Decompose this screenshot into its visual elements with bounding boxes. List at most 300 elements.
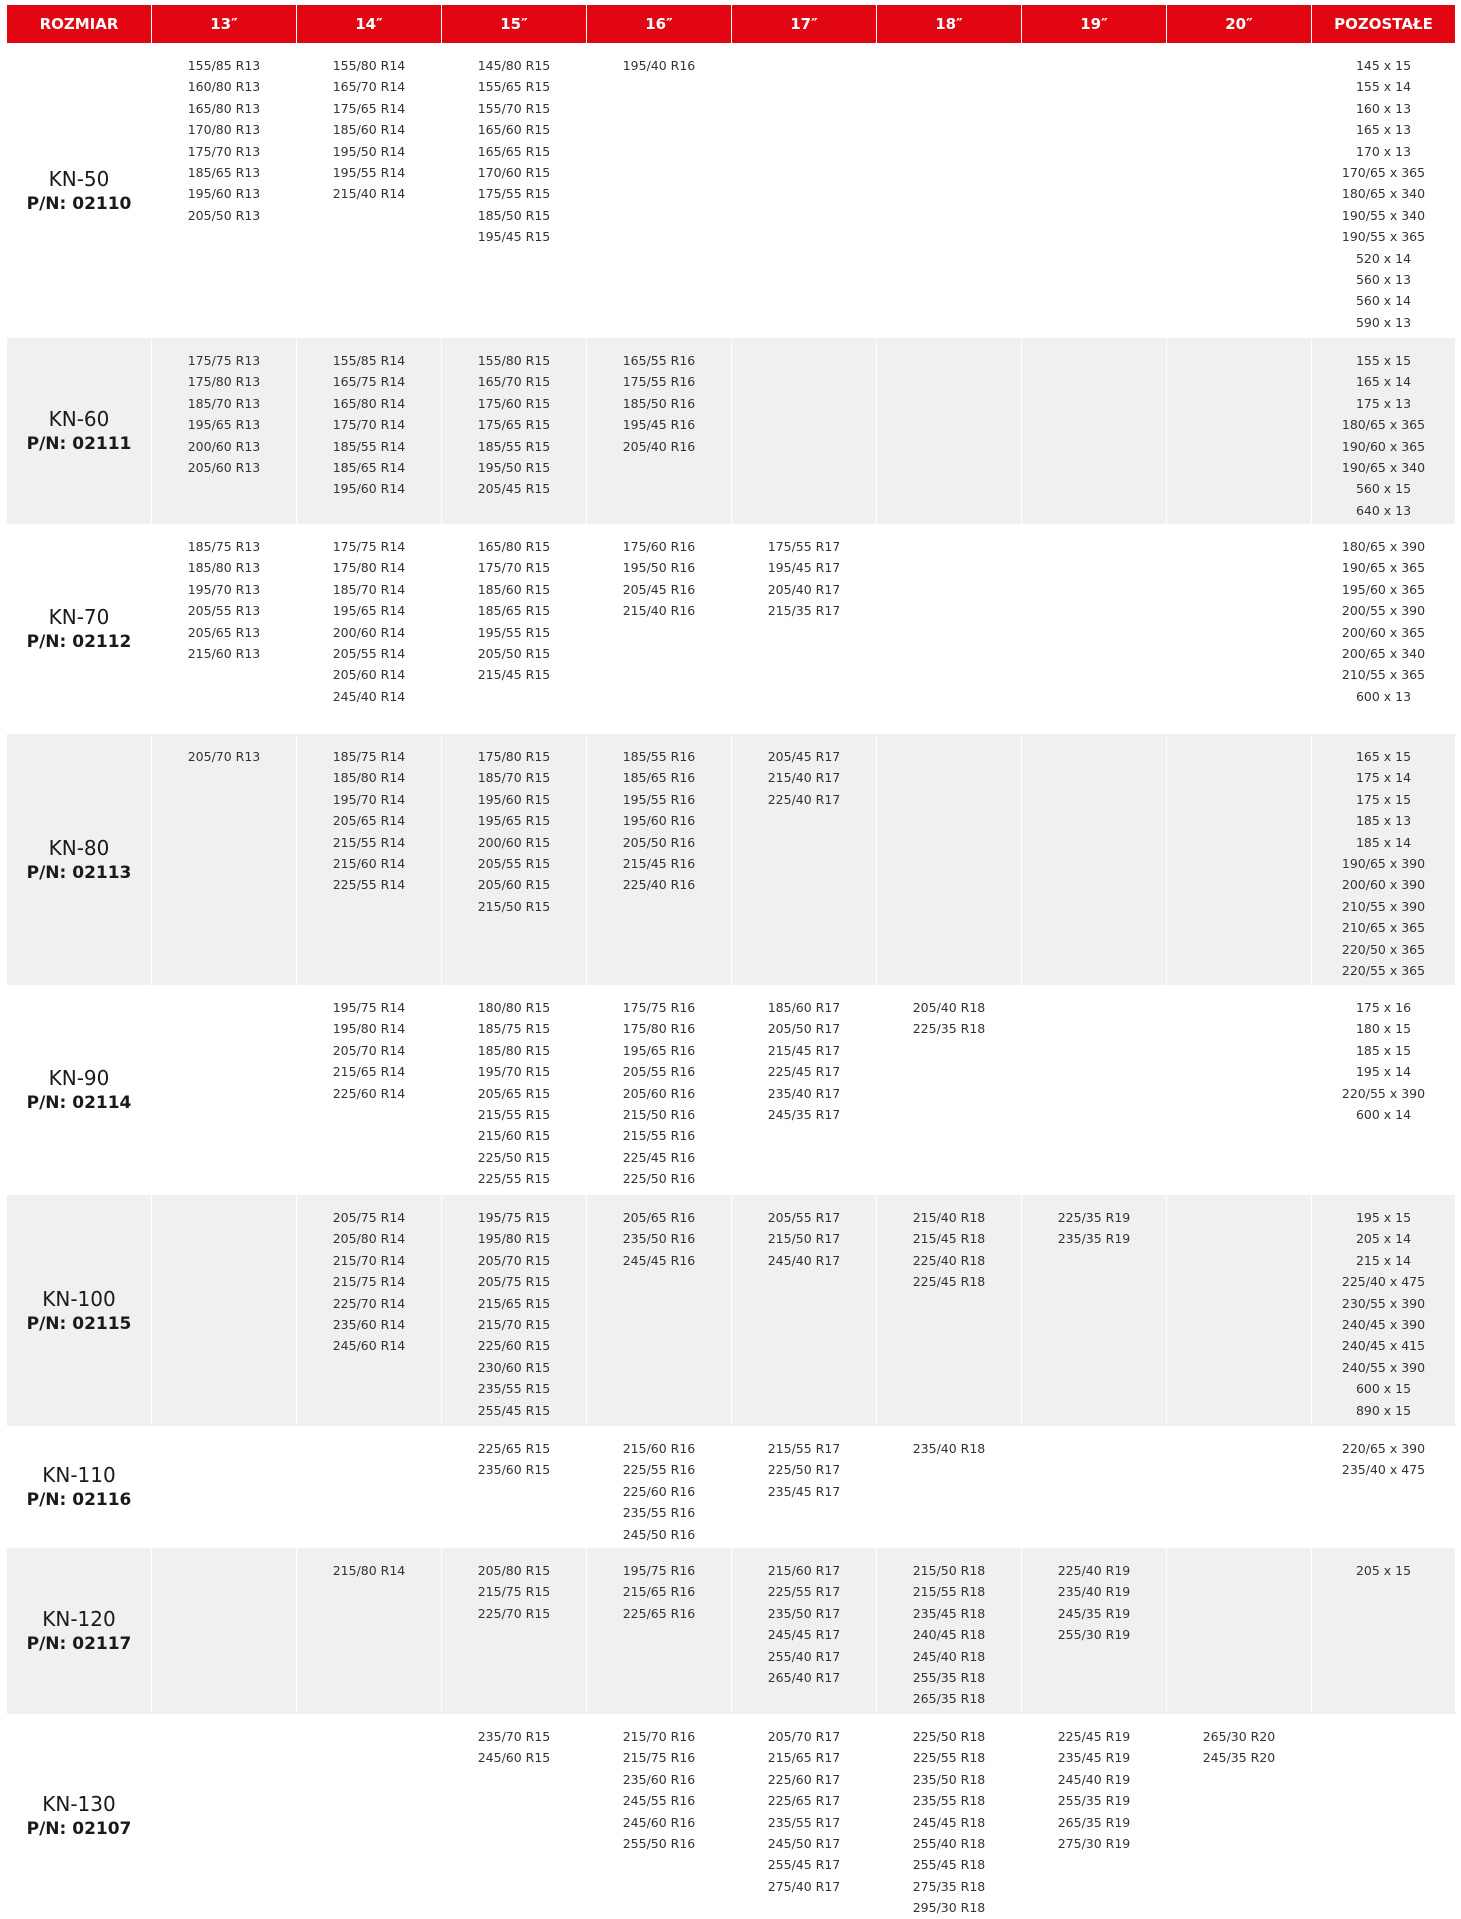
tire-size: 205 x 14 (1355, 1231, 1412, 1247)
size-cell-other (1311, 985, 1455, 1195)
tire-size: 235/45 R18 (912, 1605, 986, 1621)
tire-size: 255/45 R15 (477, 1402, 551, 1418)
part-number-label: P/N: (26, 193, 73, 214)
part-number-label: P/N: (26, 632, 73, 653)
tire-size: 245/50 R16 (622, 1526, 696, 1542)
tire-size: 205/55 R14 (332, 646, 406, 662)
tire-size: 225/50 R17 (767, 1462, 841, 1478)
tire-size: 205/75 R15 (477, 1274, 551, 1290)
tire-size: 185/65 R16 (622, 770, 696, 786)
part-number-value: 02107 (72, 1819, 132, 1840)
tire-size: 225/40 R18 (912, 1252, 986, 1268)
tire-size: 200/60 R13 (187, 438, 261, 454)
size-cell-14 (296, 43, 441, 338)
tire-size: 215/55 R17 (767, 1441, 841, 1456)
model-name: KN-60 (48, 407, 110, 432)
tire-size: 240/55 x 390 (1341, 1359, 1426, 1375)
size-cell-13 (151, 1714, 296, 1919)
tire-size: 175/55 R17 (767, 539, 841, 554)
table-row (7, 1714, 1455, 1919)
part-number-value: 02117 (72, 1634, 132, 1655)
tire-size: 520 x 14 (1355, 250, 1412, 266)
tire-size: 225/45 R19 (1057, 1729, 1131, 1744)
tire-size: 190/65 x 340 (1341, 460, 1426, 476)
tire-size: 180/65 x 365 (1341, 417, 1426, 433)
tire-size: 245/60 R15 (477, 1750, 551, 1766)
model-name: KN-110 (42, 1463, 116, 1488)
tire-size: 235/40 R19 (1057, 1584, 1131, 1600)
tire-size: 165/65 R15 (477, 143, 551, 159)
size-cell-13 (151, 524, 296, 734)
tire-size: 185/55 R16 (622, 749, 696, 764)
tire-size: 155/65 R15 (477, 79, 551, 95)
tire-size: 185/80 R15 (477, 1042, 551, 1058)
tire-size: 225/60 R16 (622, 1483, 696, 1499)
tire-size: 175/80 R16 (622, 1021, 696, 1037)
tire-size: 225/35 R19 (1057, 1210, 1131, 1225)
tire-size: 240/45 x 415 (1341, 1338, 1426, 1354)
size-cell-19 (1021, 1548, 1166, 1714)
size-cell-13 (151, 1195, 296, 1426)
part-number (7, 1489, 151, 1513)
tire-size: 185/65 R13 (187, 165, 261, 181)
tire-size: 225/40 R17 (767, 791, 841, 807)
tire-size: 205/70 R13 (187, 749, 261, 764)
table-row (7, 985, 1455, 1195)
tire-size: 160 x 13 (1355, 100, 1412, 116)
tire-size: 145 x 15 (1355, 58, 1412, 73)
model-cell (7, 1195, 151, 1426)
tire-size: 205/80 R15 (477, 1563, 551, 1578)
tire-size: 180 x 15 (1355, 1021, 1412, 1037)
tire-size: 205/45 R17 (767, 749, 841, 764)
table-body (7, 43, 1455, 1919)
tire-size: 185/65 R14 (332, 460, 406, 476)
header-19: 19″ (1021, 5, 1166, 43)
tire-size: 235/55 R18 (912, 1793, 986, 1809)
tire-size: 215/60 R16 (622, 1441, 696, 1456)
tire-size: 190/60 x 365 (1341, 438, 1426, 454)
table-row (7, 1426, 1455, 1548)
table-row (7, 1195, 1455, 1426)
tire-size: 155/85 R14 (332, 353, 406, 368)
tire-size: 175/65 R15 (477, 417, 551, 433)
tire-size: 235/60 R14 (332, 1317, 406, 1333)
tire-size: 205/55 R17 (767, 1210, 841, 1225)
model-cell (7, 338, 151, 524)
tire-size: 245/35 R17 (767, 1107, 841, 1123)
tire-size: 215/45 R17 (767, 1042, 841, 1058)
tire-size: 165/80 R13 (187, 100, 261, 116)
size-cell-15 (441, 985, 586, 1195)
tire-size: 175/75 R13 (187, 353, 261, 368)
tire-size: 215/65 R15 (477, 1295, 551, 1311)
size-cell-15 (441, 524, 586, 734)
model-cell (7, 524, 151, 734)
model-cell (7, 734, 151, 985)
tire-size: 245/45 R16 (622, 1252, 696, 1268)
size-cell-17 (731, 43, 876, 338)
size-cell-13 (151, 1426, 296, 1548)
size-cell-other (1311, 1714, 1455, 1919)
tire-size: 205/40 R18 (912, 1000, 986, 1015)
tire-size: 195/65 R15 (477, 813, 551, 829)
size-cell-other (1311, 43, 1455, 338)
tire-size: 195/55 R14 (332, 165, 406, 181)
size-cell-16 (586, 1714, 731, 1919)
tire-size: 215/50 R18 (912, 1563, 986, 1578)
tire-size: 235/50 R16 (622, 1231, 696, 1247)
tire-size: 255/35 R18 (912, 1670, 986, 1686)
tire-size: 220/65 x 390 (1341, 1441, 1426, 1456)
tire-size: 175/75 R14 (332, 539, 406, 554)
tire-size: 195/75 R16 (622, 1563, 696, 1578)
tire-size: 215/65 R16 (622, 1584, 696, 1600)
tire-size: 205/60 R14 (332, 667, 406, 683)
tire-size: 205/65 R13 (187, 624, 261, 640)
size-cell-20 (1166, 1426, 1311, 1548)
tire-size: 235/40 R17 (767, 1085, 841, 1101)
tire-size: 155/80 R14 (332, 58, 406, 73)
table-row (7, 734, 1455, 985)
size-cell-14 (296, 524, 441, 734)
tire-size: 195/50 R14 (332, 143, 406, 159)
tire-size: 205/55 R13 (187, 603, 261, 619)
tire-size: 215/40 R18 (912, 1210, 986, 1225)
size-cell-17 (731, 1195, 876, 1426)
tire-size: 235/55 R15 (477, 1381, 551, 1397)
tire-size: 205 x 15 (1355, 1563, 1412, 1578)
size-cell-16 (586, 524, 731, 734)
tire-size: 185 x 13 (1355, 813, 1412, 829)
header-17: 17″ (731, 5, 876, 43)
size-cell-13 (151, 1548, 296, 1714)
model-name: KN-70 (48, 605, 110, 630)
tire-size: 255/40 R17 (767, 1648, 841, 1664)
size-cell-17 (731, 1548, 876, 1714)
size-cell-14 (296, 1426, 441, 1548)
tire-size: 255/50 R16 (622, 1836, 696, 1852)
tire-size: 240/45 x 390 (1341, 1317, 1426, 1333)
tire-size: 165/55 R16 (622, 353, 696, 368)
size-cell-18 (876, 1426, 1021, 1548)
part-number-value: 02114 (72, 1093, 132, 1114)
tire-size: 195/80 R15 (477, 1231, 551, 1247)
part-number (7, 1313, 151, 1337)
size-cell-other (1311, 734, 1455, 985)
tire-size: 235/60 R16 (622, 1771, 696, 1787)
size-cell-19 (1021, 524, 1166, 734)
tire-size: 175 x 16 (1355, 1000, 1412, 1015)
tire-size: 225/50 R16 (622, 1171, 696, 1187)
part-number-label: P/N: (26, 1490, 73, 1511)
size-cell-20 (1166, 1548, 1311, 1714)
tire-size: 165/60 R15 (477, 122, 551, 138)
model-name: KN-130 (42, 1792, 116, 1817)
table-row (7, 338, 1455, 524)
tire-size: 235/50 R17 (767, 1605, 841, 1621)
part-number (7, 193, 151, 217)
tire-size: 265/30 R20 (1202, 1729, 1276, 1744)
tire-size: 200/60 R15 (477, 834, 551, 850)
tire-size: 185/60 R17 (767, 1000, 841, 1015)
model-name: KN-80 (48, 835, 110, 860)
size-cell-15 (441, 43, 586, 338)
part-number-label: P/N: (26, 1313, 73, 1334)
part-number (7, 1092, 151, 1116)
tire-size: 215/45 R18 (912, 1231, 986, 1247)
size-cell-14 (296, 1714, 441, 1919)
header-row (7, 5, 1455, 43)
tire-size: 255/35 R19 (1057, 1793, 1131, 1809)
tire-size: 175/60 R16 (622, 539, 696, 554)
tire-size: 235/60 R15 (477, 1462, 551, 1478)
tire-size: 175/60 R15 (477, 395, 551, 411)
size-cell-17 (731, 1426, 876, 1548)
part-number-label: P/N: (26, 1093, 73, 1114)
size-cell-15 (441, 1714, 586, 1919)
tire-size: 205/65 R14 (332, 813, 406, 829)
header-18: 18″ (876, 5, 1021, 43)
tire-size: 185 x 15 (1355, 1042, 1412, 1058)
tire-size: 265/35 R19 (1057, 1814, 1131, 1830)
model-name: KN-90 (48, 1066, 110, 1091)
tire-size: 190/55 x 340 (1341, 207, 1426, 223)
tire-size: 195 x 15 (1355, 1210, 1412, 1225)
tire-size: 225/50 R15 (477, 1149, 551, 1165)
tire-size: 210/55 x 390 (1341, 898, 1426, 914)
tire-size: 170/80 R13 (187, 122, 261, 138)
tire-size: 220/55 x 365 (1341, 963, 1426, 979)
tire-size: 175 x 15 (1355, 791, 1412, 807)
model-cell (7, 1548, 151, 1714)
tire-size: 295/30 R18 (912, 1900, 986, 1916)
size-cell-19 (1021, 1195, 1166, 1426)
tire-size: 225/45 R18 (912, 1274, 986, 1290)
tire-size: 175/80 R15 (477, 749, 551, 764)
tire-size: 225/35 R18 (912, 1021, 986, 1037)
size-cell-18 (876, 1195, 1021, 1426)
tire-size: 175/75 R16 (622, 1000, 696, 1015)
size-cell-20 (1166, 524, 1311, 734)
size-cell-19 (1021, 985, 1166, 1195)
tire-size: 185/75 R13 (187, 539, 261, 554)
tire-size: 215/60 R14 (332, 856, 406, 872)
size-cell-18 (876, 524, 1021, 734)
table-row (7, 524, 1455, 734)
table-row (7, 43, 1455, 338)
tire-size: 195/50 R15 (477, 460, 551, 476)
size-cell-18 (876, 338, 1021, 524)
tire-size: 195/70 R15 (477, 1064, 551, 1080)
tire-size: 225/60 R14 (332, 1085, 406, 1101)
size-cell-16 (586, 338, 731, 524)
tire-size: 145/80 R15 (477, 58, 551, 73)
size-cell-19 (1021, 1714, 1166, 1919)
size-cell-19 (1021, 734, 1166, 985)
sizes-table-wrapper (7, 5, 1455, 1919)
tire-size: 180/65 x 390 (1341, 539, 1426, 554)
size-cell-14 (296, 1548, 441, 1714)
tire-size: 245/40 R17 (767, 1252, 841, 1268)
tire-size: 170/60 R15 (477, 165, 551, 181)
tire-size: 225/65 R15 (477, 1441, 551, 1456)
size-cell-13 (151, 338, 296, 524)
tire-size: 195/75 R14 (332, 1000, 406, 1015)
tire-size: 255/45 R17 (767, 1857, 841, 1873)
tire-size: 215/60 R15 (477, 1128, 551, 1144)
tire-size: 155/70 R15 (477, 100, 551, 116)
part-number (7, 631, 151, 655)
part-number (7, 1818, 151, 1842)
tire-size: 225/65 R16 (622, 1605, 696, 1621)
header-13: 13″ (151, 5, 296, 43)
tire-size: 165 x 13 (1355, 122, 1412, 138)
tire-size: 225/45 R17 (767, 1064, 841, 1080)
tire-size: 275/35 R18 (912, 1878, 986, 1894)
size-cell-20 (1166, 338, 1311, 524)
tire-size: 175/55 R15 (477, 186, 551, 202)
tire-size: 235/55 R17 (767, 1814, 841, 1830)
tire-size: 185/60 R15 (477, 581, 551, 597)
tire-size: 185/50 R15 (477, 207, 551, 223)
tire-size: 185/50 R16 (622, 395, 696, 411)
tire-size: 235/40 R18 (912, 1441, 986, 1456)
tire-size: 195/70 R14 (332, 791, 406, 807)
tire-size: 255/45 R18 (912, 1857, 986, 1873)
tire-size: 215/80 R14 (332, 1563, 406, 1578)
tire-size: 640 x 13 (1355, 502, 1412, 518)
part-number-label: P/N: (26, 434, 73, 455)
size-cell-20 (1166, 985, 1311, 1195)
tire-size: 225/60 R15 (477, 1338, 551, 1354)
tire-size: 225/70 R15 (477, 1605, 551, 1621)
tire-size: 175/80 R14 (332, 560, 406, 576)
size-cell-19 (1021, 1426, 1166, 1548)
tire-size: 170 x 13 (1355, 143, 1412, 159)
header-16: 16″ (586, 5, 731, 43)
size-cell-18 (876, 43, 1021, 338)
size-cell-18 (876, 1548, 1021, 1714)
tire-size: 205/50 R13 (187, 207, 261, 223)
tire-size: 225/60 R17 (767, 1771, 841, 1787)
model-cell (7, 43, 151, 338)
tire-size: 215/65 R14 (332, 1064, 406, 1080)
tire-size: 225/40 R16 (622, 877, 696, 893)
tire-size: 225/45 R16 (622, 1149, 696, 1165)
tire-size: 205/60 R13 (187, 460, 261, 476)
tire-size: 235/55 R16 (622, 1505, 696, 1521)
tire-size: 205/70 R15 (477, 1252, 551, 1268)
tire-size: 245/35 R19 (1057, 1605, 1131, 1621)
tire-size: 185/70 R13 (187, 395, 261, 411)
tire-size: 245/40 R19 (1057, 1771, 1131, 1787)
part-number-label: P/N: (26, 862, 73, 883)
tire-size: 215/70 R14 (332, 1252, 406, 1268)
header-14: 14″ (296, 5, 441, 43)
tire-size: 245/40 R18 (912, 1648, 986, 1664)
tire-size: 225/40 x 475 (1341, 1274, 1426, 1290)
tire-size: 205/80 R14 (332, 1231, 406, 1247)
tire-size: 180/80 R15 (477, 1000, 551, 1015)
tire-size: 185/55 R15 (477, 438, 551, 454)
tire-size: 890 x 15 (1355, 1402, 1412, 1418)
tire-size: 195/75 R15 (477, 1210, 551, 1225)
tire-size: 225/55 R14 (332, 877, 406, 893)
header-15: 15″ (441, 5, 586, 43)
tire-size: 210/65 x 365 (1341, 920, 1426, 936)
header-other: POZOSTAŁE (1311, 5, 1455, 43)
tire-size: 220/55 x 390 (1341, 1085, 1426, 1101)
tire-size: 245/50 R17 (767, 1836, 841, 1852)
tire-size: 165/80 R15 (477, 539, 551, 554)
tire-size: 230/55 x 390 (1341, 1295, 1426, 1311)
size-cell-13 (151, 43, 296, 338)
tire-size: 185/65 R15 (477, 603, 551, 619)
part-number-value: 02110 (72, 193, 132, 214)
size-cell-14 (296, 985, 441, 1195)
tire-size: 215/50 R16 (622, 1107, 696, 1123)
tire-size: 600 x 14 (1355, 1107, 1412, 1123)
tire-size: 195/55 R15 (477, 624, 551, 640)
tire-size: 245/35 R20 (1202, 1750, 1276, 1766)
part-number-value: 02115 (72, 1313, 132, 1334)
tire-size: 215/70 R15 (477, 1317, 551, 1333)
size-cell-14 (296, 734, 441, 985)
tire-size: 215/55 R15 (477, 1107, 551, 1123)
tire-size: 230/60 R15 (477, 1359, 551, 1375)
size-cell-other (1311, 338, 1455, 524)
tire-size: 205/50 R16 (622, 834, 696, 850)
tire-size: 195/60 R16 (622, 813, 696, 829)
tire-size: 185/60 R14 (332, 122, 406, 138)
tire-size: 165/70 R15 (477, 374, 551, 390)
model-name: KN-50 (48, 166, 110, 191)
tire-size: 185/80 R13 (187, 560, 261, 576)
tire-size: 205/55 R15 (477, 856, 551, 872)
size-cell-13 (151, 734, 296, 985)
size-cell-14 (296, 338, 441, 524)
size-cell-19 (1021, 43, 1166, 338)
part-number-value: 02113 (72, 862, 132, 883)
size-cell-18 (876, 985, 1021, 1195)
tire-size: 235/45 R17 (767, 1483, 841, 1499)
table-header (7, 5, 1455, 43)
tire-size: 205/45 R16 (622, 581, 696, 597)
tire-size: 215/75 R15 (477, 1584, 551, 1600)
size-cell-19 (1021, 338, 1166, 524)
tire-size: 215 x 14 (1355, 1252, 1412, 1268)
tire-size: 215/45 R16 (622, 856, 696, 872)
tire-size: 225/55 R16 (622, 1462, 696, 1478)
tire-size: 205/75 R14 (332, 1210, 406, 1225)
tire-size: 175 x 13 (1355, 395, 1412, 411)
tire-size: 190/55 x 365 (1341, 229, 1426, 245)
size-cell-16 (586, 1548, 731, 1714)
size-cell-18 (876, 734, 1021, 985)
model-name: KN-100 (42, 1286, 116, 1311)
header-size: ROZMIAR (7, 5, 151, 43)
tire-size: 195/45 R16 (622, 417, 696, 433)
tire-size: 195/60 x 365 (1341, 581, 1426, 597)
part-number (7, 862, 151, 886)
size-cell-17 (731, 1714, 876, 1919)
tire-size: 215/55 R18 (912, 1584, 986, 1600)
tire-size: 215/50 R17 (767, 1231, 841, 1247)
tire-size: 215/55 R16 (622, 1128, 696, 1144)
tire-size: 165/75 R14 (332, 374, 406, 390)
tire-size: 175/70 R14 (332, 417, 406, 433)
